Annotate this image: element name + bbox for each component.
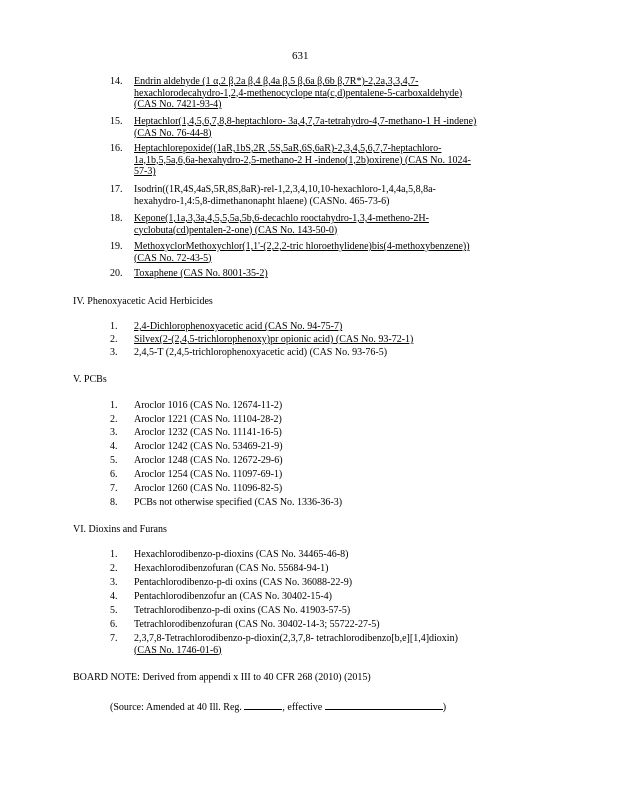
item-line: Aroclor 1221 (CAS No. 11104-28-2) bbox=[134, 414, 282, 425]
board-note: BOARD NOTE: Derived from appendi x III to 40 CFR 268 (2010) (2015) bbox=[73, 672, 371, 683]
item-number: 14. bbox=[110, 76, 123, 87]
source-note bbox=[110, 700, 446, 713]
item-line: Hexachlorodibenzo-p-dioxins (CAS No. 34465-46-8) bbox=[134, 549, 349, 560]
item-line: Pentachlorodibenzo-p-di oxins (CAS No. 36088-22-9) bbox=[134, 577, 353, 588]
source-prefix: (Source: Amended at 40 Ill. Reg. bbox=[110, 702, 242, 713]
item-number: 6. bbox=[110, 469, 118, 480]
item-number: 4. bbox=[110, 441, 118, 452]
item-number: 5. bbox=[110, 605, 118, 616]
item-line: (CAS No. 72-43-5) bbox=[134, 252, 212, 264]
item-line: 1a,1b,5,5a,6,6a-hexahydro-2,5-methano-2 H -indeno(1,2b)oxirene) (CAS No. 1024- bbox=[134, 154, 471, 166]
item-number: 1. bbox=[110, 321, 118, 332]
item-line: 2,3,7,8-Tetrachlorodibenzo-p-dioxin(2,3,7,8- tetrachlorodibenzo[b,e][1,4]dioxin) bbox=[134, 633, 458, 644]
item-line: Isodrin((1R,4S,4aS,5R,8S,8aR)-rel-1,2,3,4,10,10-hexachloro-1,4,4a,5,8,8a- bbox=[134, 184, 436, 195]
item-number: 8. bbox=[110, 497, 118, 508]
item-line: Toxaphene (CAS No. 8001-35-2) bbox=[134, 268, 268, 279]
item-line: Aroclor 1242 (CAS No. 53469-21-9) bbox=[134, 441, 283, 452]
item-line: PCBs not otherwise specified (CAS No. 1336-36-3) bbox=[134, 497, 343, 508]
item-number: 7. bbox=[110, 483, 118, 494]
item-number: 3. bbox=[110, 577, 118, 588]
item-line: (CAS No. 1746-01-6) bbox=[134, 644, 222, 656]
item-line: Endrin aldehyde (1 α,2 β,2a β,4 β,4a β,5 β,6a β,6b β,7R*)-2,2a,3,3,4,7- bbox=[134, 76, 419, 87]
item-number: 2. bbox=[110, 334, 118, 345]
item-number: 15. bbox=[110, 116, 123, 127]
item-line: Heptachlor(1,4,5,6,7,8,8-heptachloro- 3a,4,7,7a-tetrahydro-4,7-methano-1 H -indene) bbox=[134, 116, 477, 127]
item-line: Aroclor 1248 (CAS No. 12672-29-6) bbox=[134, 455, 283, 466]
item-line: Aroclor 1260 (CAS No. 11096-82-5) bbox=[134, 483, 283, 494]
item-line: Tetrachlorodibenzo-p-di oxins (CAS No. 41903-57-5) bbox=[134, 605, 351, 616]
item-number: 5. bbox=[110, 455, 118, 466]
item-line: Aroclor 1254 (CAS No. 11097-69-1) bbox=[134, 469, 283, 480]
item-line: Aroclor 1016 (CAS No. 12674-11-2) bbox=[134, 400, 283, 411]
section-heading-v: V. PCBs bbox=[73, 374, 107, 385]
register-blank bbox=[244, 700, 282, 710]
page-number: 631 bbox=[292, 50, 309, 62]
item-line: 57-3) bbox=[134, 166, 156, 177]
item-number: 2. bbox=[110, 563, 118, 574]
item-line: (CAS No. 76-44-8) bbox=[134, 127, 212, 139]
item-line: hexahydro-1,4:5,8-dimethanonapht hlaene) (CASNo. 465-73-6) bbox=[134, 195, 390, 207]
item-line: hexachlorodecahydro-1,2,4-methenocyclope nta(c,d)pentalene-5-carboxaldehyde) bbox=[134, 87, 463, 99]
item-line: Pentachlorodibenzofur an (CAS No. 30402-15-4) bbox=[134, 591, 333, 602]
item-number: 20. bbox=[110, 268, 123, 279]
item-number: 17. bbox=[110, 184, 123, 195]
item-line: 2,4-Dichlorophenoxyacetic acid (CAS No. 94-75-7) bbox=[134, 321, 343, 332]
source-mid: , effective bbox=[282, 702, 323, 713]
item-number: 3. bbox=[110, 347, 118, 358]
item-number: 7. bbox=[110, 633, 118, 644]
source-suffix: ) bbox=[442, 702, 447, 713]
item-number: 4. bbox=[110, 591, 118, 602]
section-heading-iv: IV. Phenoxyacetic Acid Herbicides bbox=[73, 296, 213, 307]
section-heading-vi: VI. Dioxins and Furans bbox=[73, 524, 167, 535]
item-line: 2,4,5-T (2,4,5-trichlorophenoxyacetic acid) (CAS No. 93-76-5) bbox=[134, 347, 388, 358]
item-number: 1. bbox=[110, 549, 118, 560]
item-line: Hexachlorodibenzofuran (CAS No. 55684-94-1) bbox=[134, 563, 329, 574]
item-number: 1. bbox=[110, 400, 118, 411]
item-number: 18. bbox=[110, 213, 123, 224]
item-line: Tetrachlorodibenzofuran (CAS No. 30402-14-3; 55722-27-5) bbox=[134, 619, 380, 630]
item-line: MethoxyclorMethoxychlor(1,1'-(2,2,2-tric hloroethylidene)bis(4-methoxybenzene)) bbox=[134, 241, 470, 252]
item-number: 6. bbox=[110, 619, 118, 630]
item-line: Heptachlorepoxide((1aR,1bS,2R ,5S,5aR,6S,6aR)-2,3,4,5,6,7,7-heptachloro- bbox=[134, 143, 442, 154]
effective-date-blank bbox=[325, 700, 443, 710]
item-line: Kepone(1,1a,3,3a,4,5,5,5a,5b,6-decachlo rooctahydro-1,3,4-metheno-2H- bbox=[134, 213, 429, 224]
item-line: Aroclor 1232 (CAS No. 11141-16-5) bbox=[134, 427, 282, 438]
item-line: (CAS No. 7421-93-4) bbox=[134, 99, 222, 110]
item-number: 16. bbox=[110, 143, 123, 154]
item-line: cyclobuta(cd)pentalen-2-one) (CAS No. 143-50-0) bbox=[134, 224, 338, 236]
item-line: Silvex(2-(2,4,5-trichlorophenoxy)pr opionic acid) (CAS No. 93-72-1) bbox=[134, 334, 414, 345]
item-number: 19. bbox=[110, 241, 123, 252]
item-number: 2. bbox=[110, 414, 118, 425]
item-number: 3. bbox=[110, 427, 118, 438]
